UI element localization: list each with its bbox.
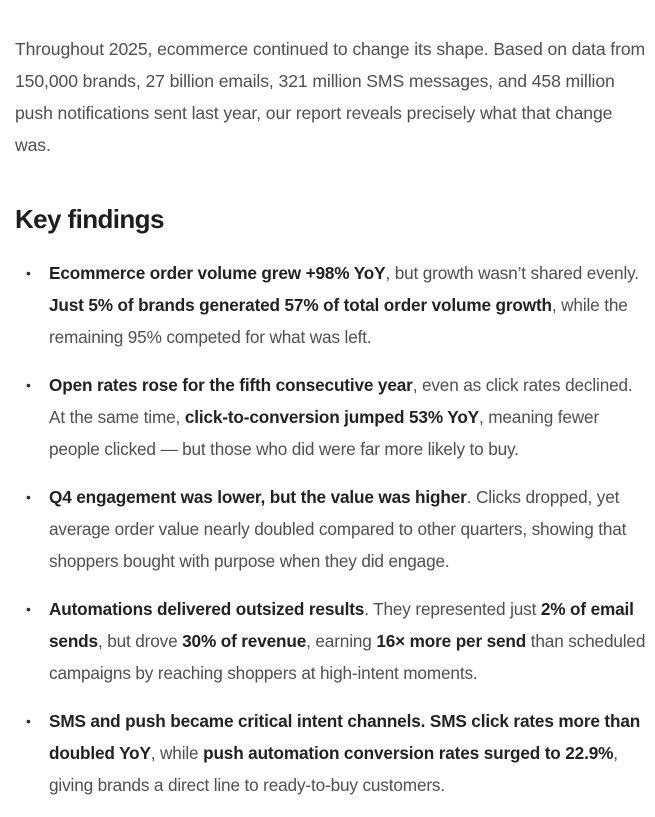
finding-text xyxy=(49,599,645,683)
finding-highlight: Ecommerce order volume grew +98% YoY xyxy=(49,263,386,283)
bullet-icon: • xyxy=(26,713,31,729)
bullet-icon: • xyxy=(26,377,31,393)
key-findings-heading: Key findings xyxy=(15,204,164,234)
bullet-icon: • xyxy=(26,601,31,617)
finding-item-5 xyxy=(15,705,651,801)
finding-highlight: 2% of email sends xyxy=(49,599,634,651)
finding-text xyxy=(49,487,626,571)
finding-body-text: , even as click rates declined. At the same time, xyxy=(49,375,633,427)
finding-text xyxy=(49,375,633,459)
finding-highlight: Open rates rose for the fifth consecutive year xyxy=(49,375,413,395)
finding-body-text: , while xyxy=(150,743,204,763)
finding-body-text: , while the remaining 95% competed for what was left. xyxy=(49,295,628,347)
bullet-icon: • xyxy=(26,265,31,281)
finding-body-text: . They represented just xyxy=(364,599,541,619)
finding-highlight: SMS and push became critical intent channels. SMS click rates more than doubled YoY xyxy=(49,711,641,763)
intro-paragraph: Throughout 2025, ecommerce continued to change its shape. Based on data from 150,000 brands, 27 billion emails, 321 million SMS messages, and 458 million push notifications sent last year, our report reveals precisely what that change was. xyxy=(15,39,646,155)
bullet-icon: • xyxy=(26,489,31,505)
key-findings-list xyxy=(15,257,651,801)
finding-item-3 xyxy=(15,481,651,577)
finding-item-2 xyxy=(15,369,651,465)
finding-highlight: 30% of revenue xyxy=(182,631,307,651)
finding-item-4 xyxy=(15,593,651,689)
finding-highlight: click-to-conversion jumped 53% YoY xyxy=(184,407,479,427)
finding-text xyxy=(49,263,639,347)
finding-highlight: 16× more per send xyxy=(376,631,527,651)
finding-highlight: push automation conversion rates surged to 22.9% xyxy=(203,743,614,763)
finding-item-1 xyxy=(15,257,651,353)
finding-body-text: , meaning fewer people clicked — but those who did were far more likely to buy. xyxy=(49,407,600,459)
finding-text xyxy=(49,711,640,795)
article-body xyxy=(15,33,651,817)
finding-body-text: . Clicks dropped, yet average order value nearly doubled compared to other quarters, showing that shoppers bought with purpose when they did engage. xyxy=(49,487,627,571)
finding-body-text: than scheduled campaigns by reaching shoppers at high-intent moments. xyxy=(49,631,646,683)
finding-body-text: , giving brands a direct line to ready-to-buy customers. xyxy=(49,743,618,795)
finding-highlight: Q4 engagement was lower, but the value was higher xyxy=(49,487,467,507)
finding-body-text: , but drove xyxy=(97,631,183,651)
finding-body-text: , earning xyxy=(306,631,377,651)
finding-body-text: , but growth wasn’t shared evenly. xyxy=(385,263,639,283)
finding-highlight: Just 5% of brands generated 57% of total order volume growth xyxy=(49,295,552,315)
finding-highlight: Automations delivered outsized results xyxy=(49,599,365,619)
